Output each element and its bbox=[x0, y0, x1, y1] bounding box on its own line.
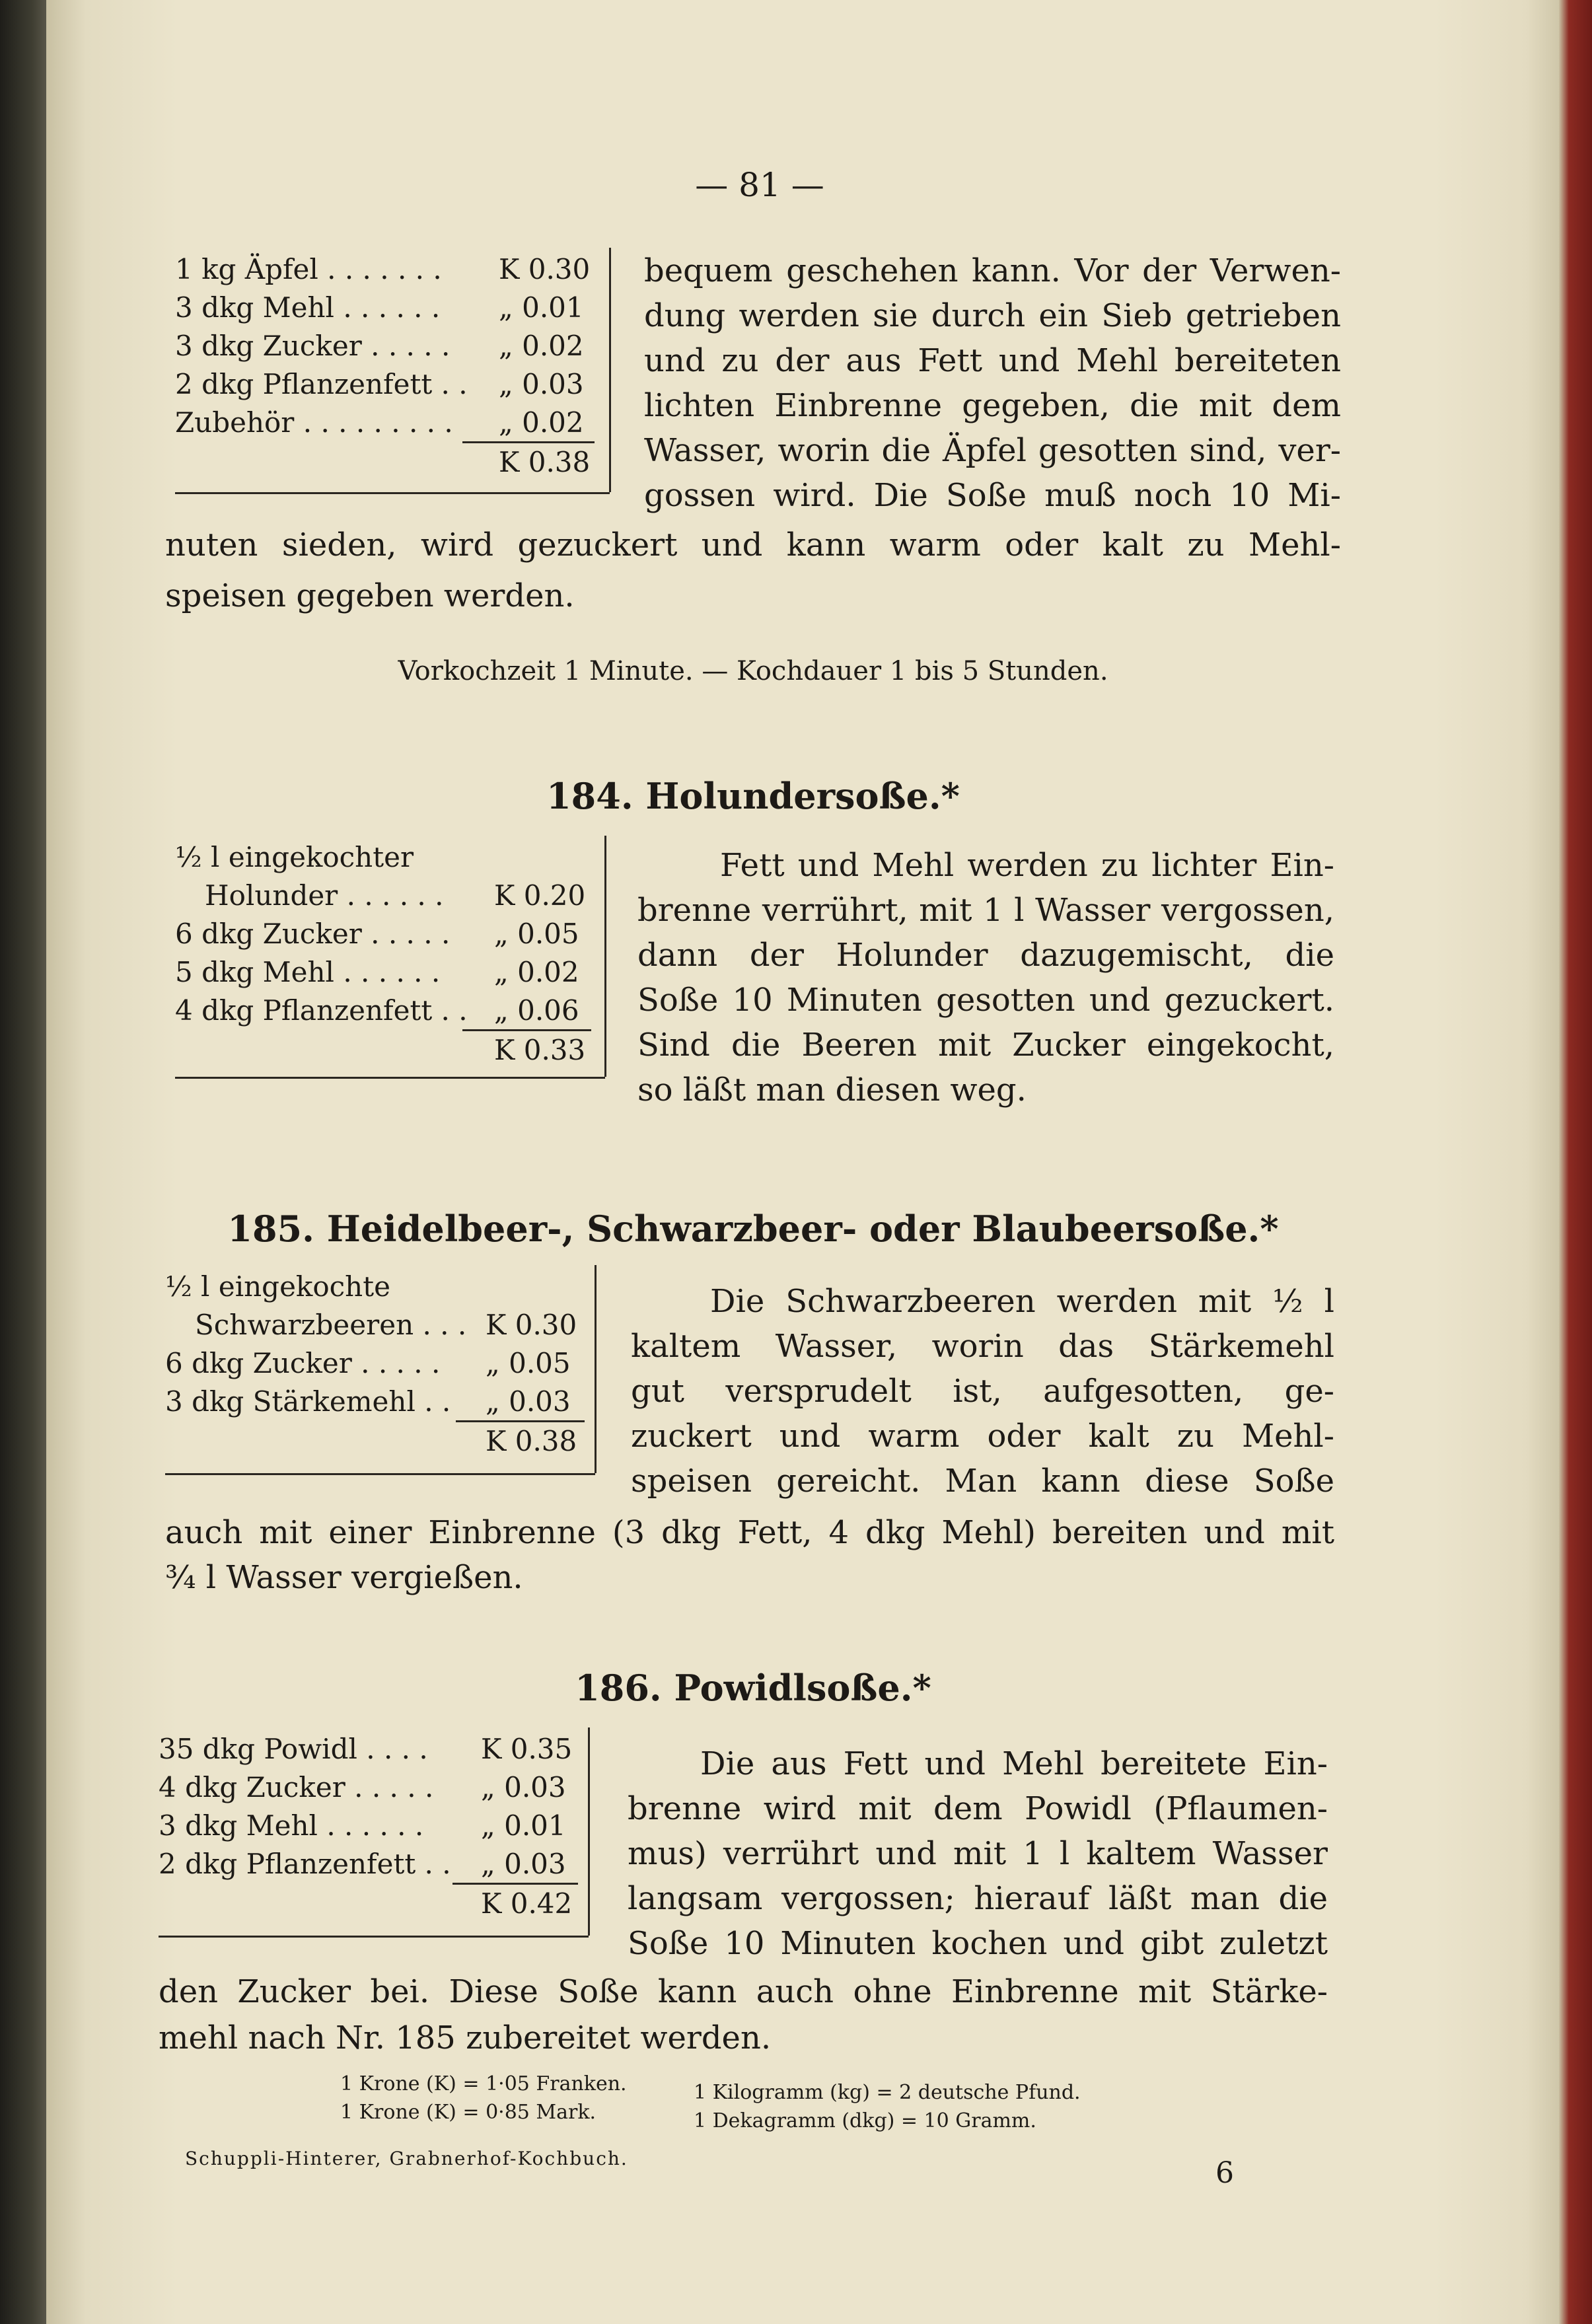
cost-price: „ 0.06 bbox=[494, 994, 579, 1027]
table-bottom-rule bbox=[159, 1936, 589, 1938]
cost-total: K 0.42 bbox=[481, 1887, 573, 1920]
text-line: Sind die Beeren mit Zucker eingekocht, bbox=[637, 1027, 1334, 1064]
table-divider bbox=[595, 1265, 597, 1473]
cost-item: 3 dkg Mehl . . . . . . bbox=[159, 1809, 424, 1842]
cost-item: Holunder . . . . . . bbox=[205, 879, 444, 912]
table-bottom-rule bbox=[175, 492, 610, 494]
footnote-weight: 1 Dekagramm (dkg) = 10 Gramm. bbox=[694, 2109, 1036, 2132]
cost-total: K 0.33 bbox=[494, 1034, 586, 1066]
text-line: gut versprudelt ist, aufgesotten, ge- bbox=[631, 1373, 1334, 1410]
cost-item: 2 dkg Pflanzenfett . . bbox=[175, 368, 468, 400]
text-line: Soße 10 Minuten gesotten und gezuckert. bbox=[637, 982, 1334, 1019]
cost-price: „ 0.01 bbox=[481, 1809, 566, 1842]
text-line: Die Schwarzbeeren werden mit ½ l bbox=[710, 1283, 1334, 1320]
table-divider bbox=[588, 1727, 590, 1936]
imprint: Schuppli-Hinterer, Grabnerhof-Kochbuch. bbox=[185, 2148, 628, 2169]
footnote-currency: 1 Krone (K) = 1·05 Franken. bbox=[340, 2072, 627, 2095]
cost-price: K 0.35 bbox=[481, 1733, 573, 1765]
text-line: Fett und Mehl werden zu lichter Ein- bbox=[720, 847, 1334, 884]
text-line: lichten Einbrenne gegeben, die mit dem bbox=[644, 387, 1341, 424]
text-line: speisen gegeben werden. bbox=[165, 577, 575, 614]
cost-price: „ 0.03 bbox=[499, 368, 584, 400]
cost-item: 4 dkg Zucker . . . . . bbox=[159, 1771, 434, 1803]
text-line: Die aus Fett und Mehl bereitete Ein- bbox=[700, 1745, 1328, 1782]
footnote-weight: 1 Kilogramm (kg) = 2 deutsche Pfund. bbox=[694, 2081, 1081, 2104]
cost-price: „ 0.05 bbox=[494, 918, 579, 950]
cost-price: K 0.20 bbox=[494, 879, 586, 912]
signature-mark: 6 bbox=[1215, 2156, 1234, 2190]
recipe-heading-186: 186. Powidlsoße.* bbox=[575, 1667, 931, 1709]
book-cover-edge bbox=[1559, 0, 1592, 2324]
table-bottom-rule bbox=[165, 1473, 595, 1475]
table-divider bbox=[604, 836, 606, 1077]
text-line: und zu der aus Fett und Mehl bereiteten bbox=[644, 342, 1341, 379]
cost-price: „ 0.03 bbox=[486, 1385, 571, 1418]
recipe-heading-184: 184. Holundersoße.* bbox=[546, 775, 960, 817]
text-line: brenne wird mit dem Powidl (Pflaumen- bbox=[628, 1790, 1328, 1827]
cost-price: „ 0.05 bbox=[486, 1347, 571, 1379]
text-line: dung werden sie durch ein Sieb getrieben bbox=[644, 297, 1341, 334]
cost-item: 4 dkg Pflanzenfett . . bbox=[175, 994, 468, 1027]
book-spine-shadow bbox=[0, 0, 46, 2324]
sum-rule bbox=[456, 1420, 585, 1422]
cost-item: 5 dkg Mehl . . . . . . bbox=[175, 956, 441, 988]
cost-item: 3 dkg Mehl . . . . . . bbox=[175, 291, 441, 324]
text-line: kaltem Wasser, worin das Stärkemehl bbox=[631, 1328, 1334, 1365]
cost-price: „ 0.03 bbox=[481, 1848, 566, 1880]
cost-item: ½ l eingekochte bbox=[165, 1270, 390, 1303]
text-line: so läßt man diesen weg. bbox=[637, 1071, 1027, 1108]
cost-item: 6 dkg Zucker . . . . . bbox=[165, 1347, 441, 1379]
cost-price: K 0.30 bbox=[486, 1309, 577, 1341]
cost-item: Zubehör . . . . . . . . . bbox=[175, 406, 453, 439]
table-divider bbox=[609, 248, 611, 492]
text-line: mehl nach Nr. 185 zubereitet werden. bbox=[159, 2019, 772, 2056]
text-line: langsam vergossen; hierauf läßt man die bbox=[628, 1880, 1328, 1917]
cost-price: „ 0.02 bbox=[499, 406, 584, 439]
sum-rule bbox=[462, 1029, 591, 1031]
cost-item: 35 dkg Powidl . . . . bbox=[159, 1733, 428, 1765]
text-line: speisen gereicht. Man kann diese Soße bbox=[631, 1463, 1334, 1500]
cost-item: 3 dkg Zucker . . . . . bbox=[175, 330, 451, 362]
text-line: Wasser, worin die Äpfel gesotten sind, ver- bbox=[644, 432, 1341, 469]
cost-price: „ 0.02 bbox=[499, 330, 584, 362]
cost-item: 1 kg Äpfel . . . . . . . bbox=[175, 253, 442, 285]
text-line: brenne verrührt, mit 1 l Wasser vergossen, bbox=[637, 892, 1334, 929]
text-line: dann der Holunder dazugemischt, die bbox=[637, 937, 1334, 974]
cost-item: Schwarzbeeren . . . bbox=[195, 1309, 467, 1341]
cost-price: „ 0.01 bbox=[499, 291, 584, 324]
cost-item: 2 dkg Pflanzenfett . . bbox=[159, 1848, 451, 1880]
recipe-heading-185: 185. Heidelbeer-, Schwarzbeer- oder Blaubeersoße.* bbox=[227, 1208, 1279, 1250]
page-number: — 81 — bbox=[695, 166, 824, 204]
text-line: bequem geschehen kann. Vor der Verwen- bbox=[644, 252, 1341, 289]
text-line: zuckert und warm oder kalt zu Mehl- bbox=[631, 1418, 1334, 1455]
text-line: auch mit einer Einbrenne (3 dkg Fett, 4 dkg Mehl) bereiten und mit bbox=[165, 1514, 1334, 1551]
text-line: ¾ l Wasser vergießen. bbox=[165, 1559, 523, 1596]
cost-item: 3 dkg Stärkemehl . . bbox=[165, 1385, 451, 1418]
text-line: mus) verrührt und mit 1 l kaltem Wasser bbox=[628, 1835, 1328, 1872]
cost-total: K 0.38 bbox=[486, 1425, 577, 1457]
cooking-time-note: Vorkochzeit 1 Minute. — Kochdauer 1 bis 5 Stunden. bbox=[398, 656, 1108, 686]
cost-price: „ 0.02 bbox=[494, 956, 579, 988]
cost-total: K 0.38 bbox=[499, 446, 591, 478]
text-line: Soße 10 Minuten kochen und gibt zuletzt bbox=[628, 1925, 1328, 1962]
sum-rule bbox=[452, 1883, 578, 1885]
text-line: gossen wird. Die Soße muß noch 10 Mi- bbox=[644, 477, 1341, 514]
footnote-currency: 1 Krone (K) = 0·85 Mark. bbox=[340, 2101, 597, 2124]
text-line: den Zucker bei. Diese Soße kann auch ohne Einbrenne mit Stärke- bbox=[159, 1973, 1328, 2010]
table-bottom-rule bbox=[175, 1077, 605, 1079]
cost-price: „ 0.03 bbox=[481, 1771, 566, 1803]
sum-rule bbox=[462, 441, 595, 443]
cost-price: K 0.30 bbox=[499, 253, 591, 285]
cost-item: 6 dkg Zucker . . . . . bbox=[175, 918, 451, 950]
text-line: nuten sieden, wird gezuckert und kann warm oder kalt zu Mehl- bbox=[165, 527, 1341, 563]
cost-item: ½ l eingekochter bbox=[175, 841, 414, 873]
